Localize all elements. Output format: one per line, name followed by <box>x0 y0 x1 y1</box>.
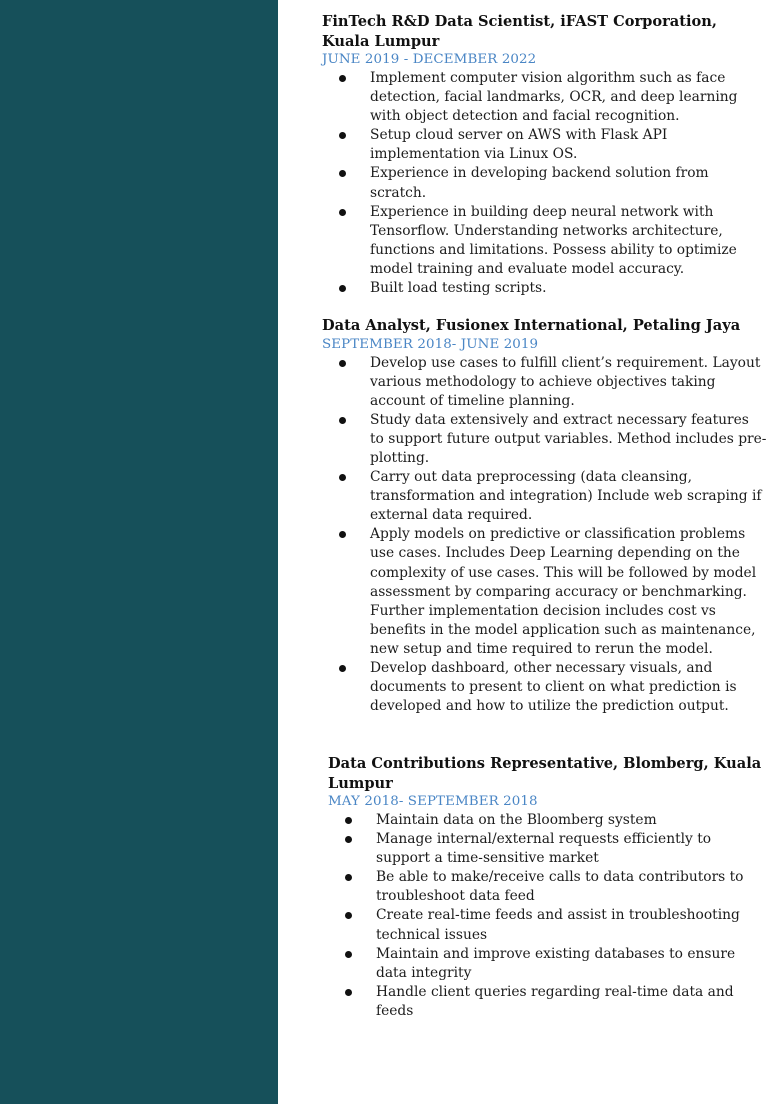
bullet-icon <box>339 417 346 424</box>
list-item: Built load testing scripts. <box>322 279 767 298</box>
job-entry-fusionex <box>322 316 767 716</box>
job-dates: SEPTEMBER 2018- JUNE 2019 <box>322 336 539 352</box>
bullet-icon <box>345 989 352 996</box>
list-item: Study data extensively and extract necessary features to support future output variables. Method includes pre-plotting. <box>322 411 767 468</box>
job-dates: JUNE 2019 - DECEMBER 2022 <box>322 52 537 67</box>
job-entry-ifast <box>322 12 767 298</box>
job-dates: MAY 2018- SEPTEMBER 2018 <box>328 794 538 809</box>
bullet-icon <box>339 474 346 481</box>
list-item: Experience in building deep neural network with Tensorflow. Understanding networks architecture, functions and limitations. Possess ability to optimize model training and evaluate model accuracy. <box>322 203 767 279</box>
list-item: Setup cloud server on AWS with Flask API implementation via Linux OS. <box>322 126 767 164</box>
list-item: Be able to make/receive calls to data contributors to troubleshoot data feed <box>328 868 768 906</box>
job-duties <box>322 354 767 717</box>
list-item: Manage internal/external requests efficiently to support a time-sensitive market <box>328 830 768 868</box>
job-title: Data Contributions Representative, Blomberg, Kuala Lumpur <box>328 755 762 792</box>
bullet-icon <box>339 132 346 139</box>
bullet-icon <box>339 531 346 538</box>
list-item: Handle client queries regarding real-time data and feeds <box>328 983 768 1021</box>
list-item: Maintain and improve existing databases to ensure data integrity <box>328 945 768 983</box>
job-entry-bloomberg <box>328 754 768 1021</box>
list-item: Implement computer vision algorithm such as face detection, facial landmarks, OCR, and deep learning with object detection and facial recognition. <box>322 69 767 126</box>
job-duties <box>322 69 767 298</box>
bullet-icon <box>345 951 352 958</box>
job-title: Data Analyst, Fusionex International, Petaling Jaya <box>322 317 741 334</box>
bullet-icon <box>339 360 346 367</box>
bullet-icon <box>345 836 352 843</box>
bullet-icon <box>345 912 352 919</box>
list-item: Experience in developing backend solution from scratch. <box>322 164 767 202</box>
job-duties <box>328 811 768 1021</box>
bullet-icon <box>339 170 346 177</box>
list-item: Carry out data preprocessing (data cleansing, transformation and integration) Include web scraping if external data required. <box>322 468 767 525</box>
bullet-icon <box>339 665 346 672</box>
list-item: Apply models on predictive or classification problems use cases. Includes Deep Learning depending on the complexity of use cases. This will be followed by model assessment by comparing accuracy or benchmarking. Further implementation decision includes cost vs benefits in the model application such as maintenance, new setup and time required to rerun the model. <box>322 525 767 659</box>
list-item: Create real-time feeds and assist in troubleshooting technical issues <box>328 906 768 944</box>
bullet-icon <box>339 75 346 82</box>
list-item: Develop dashboard, other necessary visuals, and documents to present to client on what prediction is developed and how to utilize the prediction output. <box>322 659 767 716</box>
bullet-icon <box>339 209 346 216</box>
job-title: FinTech R&D Data Scientist, iFAST Corporation, Kuala Lumpur <box>322 13 717 50</box>
list-item: Develop use cases to fulfill client’s requirement. Layout various methodology to achieve objectives taking account of timeline planning. <box>322 354 767 411</box>
list-item: Maintain data on the Bloomberg system <box>328 811 768 830</box>
bullet-icon <box>339 285 346 292</box>
bullet-icon <box>345 874 352 881</box>
bullet-icon <box>345 817 352 824</box>
